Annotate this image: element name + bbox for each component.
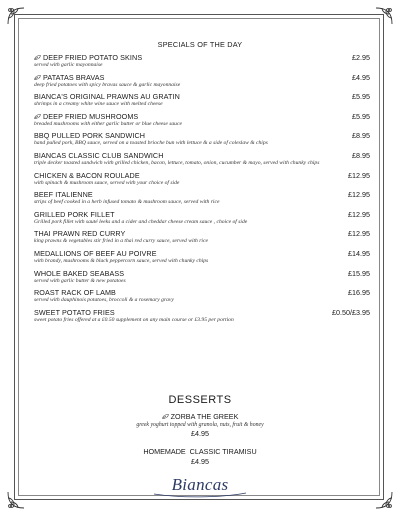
menu-item-row xyxy=(34,53,370,62)
menu-item-row xyxy=(34,210,370,219)
menu-item-price: £2.95 xyxy=(352,53,370,62)
menu-item xyxy=(34,92,370,108)
menu-item-description: served with garlic mayonnaise xyxy=(34,62,103,68)
menu-item-price: £12.95 xyxy=(348,190,370,200)
menu-item-description: with brandy, mushrooms & black peppercorn sauce, served with chunky chips xyxy=(34,257,209,264)
menu-item-description: breaded mushrooms with either garlic butter or blue cheese sauce xyxy=(34,120,182,127)
menu-item xyxy=(34,73,370,89)
menu-item-price: £14.95 xyxy=(348,248,370,258)
desserts-heading: DESSERTS xyxy=(168,394,232,406)
specials-list xyxy=(34,53,370,327)
menu-item-row xyxy=(34,249,370,258)
logo-text: Biancas xyxy=(171,475,229,494)
menu-item-row xyxy=(34,73,370,82)
menu-item xyxy=(34,229,370,245)
menu-item-description: Grilled pork fillet with sauté leeks and a cider and cheddar cheese cream sauce , choice of side xyxy=(34,218,248,225)
leaf-icon xyxy=(34,55,41,60)
menu-item-name: GRILLED PORK FILLET xyxy=(34,209,115,219)
corner-ornament-icon xyxy=(5,5,27,27)
menu-item-name: BIANCAS CLASSIC CLUB SANDWICH xyxy=(34,150,164,160)
menu-item-price: £12.95 xyxy=(348,209,370,219)
dessert-item xyxy=(0,412,400,438)
menu-item-price: £8.95 xyxy=(352,131,370,141)
corner-ornament-icon xyxy=(373,489,395,511)
menu-item-name: BBQ PULLED PORK SANDWICH xyxy=(34,131,146,141)
menu-item-name: PATATAS BRAVAS xyxy=(34,73,105,82)
menu-item-name: SWEET POTATO FRIES xyxy=(34,307,115,317)
corner-ornament-icon xyxy=(5,489,27,511)
dessert-description: greek yoghurt topped with granola, nuts, fruit & honey xyxy=(136,422,264,428)
menu-item-name: DEEP FRIED POTATO SKINS xyxy=(34,53,142,62)
menu-item xyxy=(34,53,370,69)
menu-item-price: £5.95 xyxy=(352,92,370,102)
dessert-price: £4.95 xyxy=(191,429,209,438)
menu-item-description: with spinach & mushroom sauce, served with your choice of side xyxy=(34,179,180,186)
menu-item-price: £15.95 xyxy=(348,268,370,278)
menu-item-name: CHICKEN & BACON ROULADE xyxy=(34,170,140,180)
menu-item-price: £0.50/£3.95 xyxy=(332,307,370,317)
menu-item-row xyxy=(34,92,370,101)
menu-item-row xyxy=(34,190,370,199)
menu-item-price: £12.95 xyxy=(348,170,370,180)
menu-item xyxy=(34,190,370,206)
leaf-icon xyxy=(34,75,41,80)
specials-heading: SPECIALS OF THE DAY xyxy=(157,40,243,49)
corner-ornament-icon xyxy=(373,5,395,27)
menu-item-row xyxy=(34,151,370,160)
menu-item-name: BIANCA'S ORIGINAL PRAWNS AU GRATIN xyxy=(34,92,180,102)
menu-item-price: £16.95 xyxy=(348,288,370,298)
menu-item xyxy=(34,151,370,167)
menu-item-price: £4.95 xyxy=(352,72,370,82)
menu-item-description: served with garlic butter & new potatoes xyxy=(34,277,126,284)
menu-item xyxy=(34,308,370,324)
dessert-name: ZORBA THE GREEK xyxy=(0,412,400,421)
menu-item-description: hand pulled pork, BBQ sauce, served on a toasted brioche bun with lettuce & a side of coleslaw & chips xyxy=(34,140,268,147)
menu-item-description: deep fried potatoes with spicy bravas sauce & garlic mayonnaise xyxy=(34,81,181,88)
dessert-price: £4.95 xyxy=(191,457,209,466)
menu-item-name: MEDALLIONS OF BEEF AU POIVRE xyxy=(34,248,157,258)
menu-item xyxy=(34,249,370,265)
menu-item xyxy=(34,112,370,128)
menu-item-price: £8.95 xyxy=(352,150,370,160)
menu-item-row xyxy=(34,112,370,121)
menu-item-name: BEEF ITALIENNE xyxy=(34,190,93,200)
menu-item xyxy=(34,210,370,226)
dessert-item xyxy=(0,447,400,466)
menu-item xyxy=(34,131,370,147)
leaf-icon xyxy=(34,114,41,119)
dessert-name: HOMEMADE CLASSIC TIRAMISU xyxy=(143,447,257,456)
menu-item xyxy=(34,288,370,304)
menu-item-row xyxy=(34,269,370,278)
menu-item xyxy=(34,269,370,285)
menu-item xyxy=(34,171,370,187)
menu-item-description: sweet potato fries offered at a £0.50 supplement on any main course or £3.95 per portion xyxy=(34,316,234,323)
menu-item-name: WHOLE BAKED SEABASS xyxy=(34,268,125,278)
leaf-icon xyxy=(162,414,169,419)
menu-item-description: strips of beef cooked in a herb infused tomato & mushroom sauce, served with rice xyxy=(34,199,220,206)
menu-item-name: THAI PRAWN RED CURRY xyxy=(34,229,126,239)
menu-item-row xyxy=(34,171,370,180)
menu-item-price: £12.95 xyxy=(348,229,370,239)
menu-item-description: shrimps in a creamy white wine sauce with melted cheese xyxy=(34,101,163,108)
menu-item-description: king prawns & vegetables stir fried in a thai red curry sauce, served with rice xyxy=(34,238,208,245)
menu-item-price: £5.95 xyxy=(352,111,370,121)
menu-item-name: ROAST RACK OF LAMB xyxy=(34,288,116,298)
menu-item-row xyxy=(34,229,370,238)
menu-item-description: served with dauphinois potatoes, broccoli & a rosemary gravy xyxy=(34,297,174,304)
menu-item-row xyxy=(34,288,370,297)
menu-item-name: DEEP FRIED MUSHROOMS xyxy=(34,112,138,121)
menu-item-row xyxy=(34,308,370,317)
menu-item-description: triple decker toasted sandwich with grilled chicken, bacon, lettuce, tomato, onion, cucumber & mayo, served with chunky chips xyxy=(34,159,320,166)
biancas-logo xyxy=(140,473,260,499)
